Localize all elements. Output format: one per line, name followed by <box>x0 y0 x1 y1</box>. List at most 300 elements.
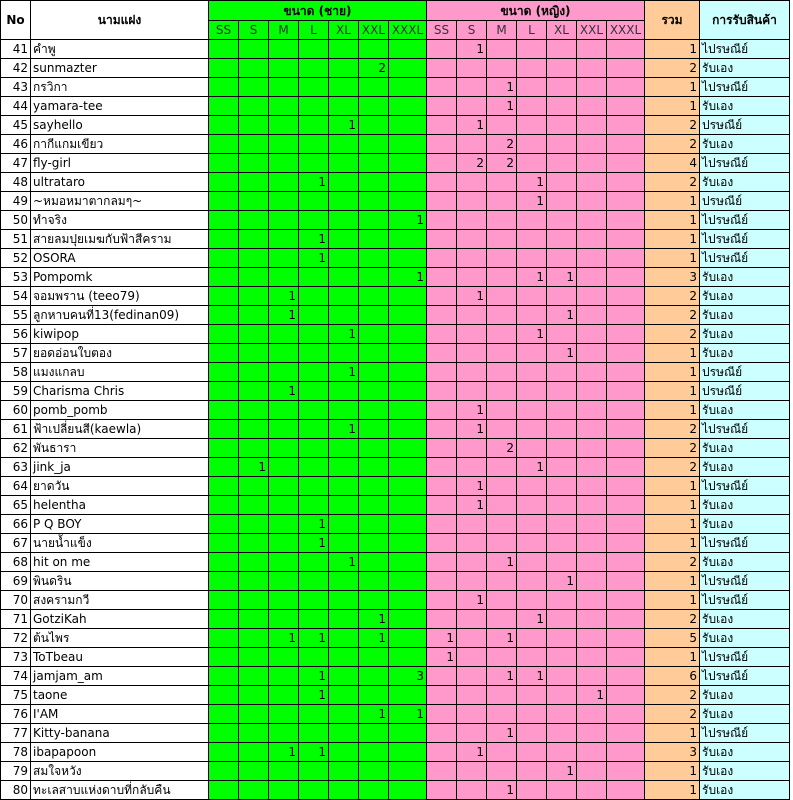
female-qty-xxl[interactable] <box>577 439 607 458</box>
male-qty-s[interactable] <box>239 515 269 534</box>
male-qty-l[interactable]: 1 <box>299 173 329 192</box>
female-qty-xxxl[interactable] <box>607 78 645 97</box>
male-qty-l[interactable]: 1 <box>299 667 329 686</box>
female-qty-m[interactable] <box>487 249 517 268</box>
alias-cell[interactable]: ultrataro <box>31 173 209 192</box>
female-qty-s[interactable]: 1 <box>457 287 487 306</box>
female-qty-ss[interactable] <box>427 591 457 610</box>
male-qty-xl[interactable] <box>329 496 359 515</box>
male-qty-l[interactable] <box>299 382 329 401</box>
male-qty-l[interactable] <box>299 401 329 420</box>
female-qty-ss[interactable] <box>427 420 457 439</box>
male-qty-xl[interactable] <box>329 477 359 496</box>
male-qty-l[interactable] <box>299 59 329 78</box>
female-qty-m[interactable] <box>487 515 517 534</box>
male-qty-xxl[interactable] <box>359 116 389 135</box>
female-qty-xl[interactable] <box>547 78 577 97</box>
male-qty-l[interactable] <box>299 591 329 610</box>
male-qty-s[interactable] <box>239 743 269 762</box>
receive-method-cell[interactable]: รับเอง <box>700 325 790 344</box>
alias-cell[interactable]: ~หมอหมาตากลมๆ~ <box>31 192 209 211</box>
male-qty-s[interactable] <box>239 420 269 439</box>
female-qty-xl[interactable] <box>547 629 577 648</box>
female-qty-m[interactable] <box>487 382 517 401</box>
male-qty-xxxl[interactable] <box>389 344 427 363</box>
male-qty-l[interactable]: 1 <box>299 629 329 648</box>
male-qty-s[interactable] <box>239 724 269 743</box>
female-qty-ss[interactable] <box>427 762 457 781</box>
total-cell[interactable]: 1 <box>645 496 700 515</box>
female-qty-xl[interactable] <box>547 477 577 496</box>
male-qty-xl[interactable] <box>329 97 359 116</box>
male-qty-xl[interactable] <box>329 724 359 743</box>
row-number[interactable]: 44 <box>1 97 31 116</box>
male-qty-xl[interactable] <box>329 515 359 534</box>
male-qty-l[interactable] <box>299 78 329 97</box>
male-qty-xxxl[interactable] <box>389 610 427 629</box>
total-cell[interactable]: 1 <box>645 249 700 268</box>
female-qty-m[interactable]: 1 <box>487 78 517 97</box>
female-qty-l[interactable] <box>517 230 547 249</box>
male-qty-xxxl[interactable] <box>389 287 427 306</box>
male-qty-m[interactable] <box>269 420 299 439</box>
male-qty-l[interactable] <box>299 610 329 629</box>
female-qty-xxl[interactable] <box>577 762 607 781</box>
row-number[interactable]: 71 <box>1 610 31 629</box>
row-number[interactable]: 62 <box>1 439 31 458</box>
female-qty-xxxl[interactable] <box>607 743 645 762</box>
male-qty-xl[interactable] <box>329 268 359 287</box>
male-qty-ss[interactable] <box>209 154 239 173</box>
female-qty-xxl[interactable] <box>577 211 607 230</box>
alias-cell[interactable]: พันธารา <box>31 439 209 458</box>
female-qty-ss[interactable] <box>427 135 457 154</box>
male-qty-xxxl[interactable] <box>389 724 427 743</box>
female-qty-xxl[interactable] <box>577 59 607 78</box>
female-qty-l[interactable] <box>517 363 547 382</box>
female-qty-ss[interactable] <box>427 724 457 743</box>
female-qty-xxxl[interactable] <box>607 344 645 363</box>
female-qty-s[interactable]: 2 <box>457 154 487 173</box>
male-qty-ss[interactable] <box>209 401 239 420</box>
male-qty-xxxl[interactable] <box>389 572 427 591</box>
female-qty-xl[interactable] <box>547 401 577 420</box>
male-qty-xxl[interactable] <box>359 249 389 268</box>
alias-cell[interactable]: I'AM <box>31 705 209 724</box>
male-qty-s[interactable] <box>239 97 269 116</box>
male-qty-s[interactable] <box>239 287 269 306</box>
female-qty-s[interactable] <box>457 192 487 211</box>
male-qty-l[interactable] <box>299 325 329 344</box>
female-qty-xxl[interactable] <box>577 287 607 306</box>
male-qty-xl[interactable] <box>329 458 359 477</box>
male-qty-m[interactable] <box>269 249 299 268</box>
row-number[interactable]: 61 <box>1 420 31 439</box>
male-qty-ss[interactable] <box>209 439 239 458</box>
male-qty-m[interactable] <box>269 572 299 591</box>
female-qty-xxl[interactable] <box>577 420 607 439</box>
male-qty-m[interactable] <box>269 553 299 572</box>
female-qty-xl[interactable] <box>547 591 577 610</box>
female-qty-m[interactable] <box>487 743 517 762</box>
male-qty-m[interactable] <box>269 192 299 211</box>
male-qty-xxxl[interactable] <box>389 135 427 154</box>
female-qty-m[interactable] <box>487 192 517 211</box>
alias-cell[interactable]: ฟ้าเปลี่ยนสี(kaewla) <box>31 420 209 439</box>
male-qty-xl[interactable] <box>329 135 359 154</box>
male-qty-ss[interactable] <box>209 211 239 230</box>
female-qty-ss[interactable] <box>427 363 457 382</box>
row-number[interactable]: 64 <box>1 477 31 496</box>
female-qty-xxxl[interactable] <box>607 629 645 648</box>
female-qty-xxxl[interactable] <box>607 496 645 515</box>
female-qty-ss[interactable] <box>427 40 457 59</box>
receive-method-cell[interactable]: ไปรษณีย์ <box>700 477 790 496</box>
female-qty-s[interactable]: 1 <box>457 743 487 762</box>
receive-method-cell[interactable]: ไปรษณีย์ <box>700 591 790 610</box>
female-qty-l[interactable] <box>517 477 547 496</box>
alias-cell[interactable]: P Q BOY <box>31 515 209 534</box>
female-qty-ss[interactable] <box>427 534 457 553</box>
female-qty-m[interactable] <box>487 458 517 477</box>
female-qty-l[interactable] <box>517 116 547 135</box>
female-qty-xxxl[interactable] <box>607 268 645 287</box>
female-qty-xxl[interactable] <box>577 477 607 496</box>
male-qty-xxxl[interactable] <box>389 116 427 135</box>
female-qty-xxl[interactable] <box>577 515 607 534</box>
female-qty-m[interactable]: 2 <box>487 154 517 173</box>
female-qty-xxxl[interactable] <box>607 135 645 154</box>
male-qty-xl[interactable] <box>329 230 359 249</box>
male-qty-l[interactable] <box>299 97 329 116</box>
male-qty-m[interactable] <box>269 496 299 515</box>
female-qty-l[interactable]: 1 <box>517 192 547 211</box>
male-qty-xxl[interactable] <box>359 439 389 458</box>
male-qty-l[interactable] <box>299 439 329 458</box>
male-qty-l[interactable] <box>299 458 329 477</box>
female-qty-l[interactable] <box>517 154 547 173</box>
male-qty-m[interactable] <box>269 515 299 534</box>
male-qty-s[interactable] <box>239 629 269 648</box>
alias-cell[interactable]: sayhello <box>31 116 209 135</box>
female-qty-xl[interactable]: 1 <box>547 344 577 363</box>
male-qty-xxxl[interactable] <box>389 743 427 762</box>
female-qty-s[interactable] <box>457 458 487 477</box>
receive-method-cell[interactable]: รับเอง <box>700 401 790 420</box>
female-qty-m[interactable] <box>487 363 517 382</box>
female-qty-l[interactable] <box>517 40 547 59</box>
row-number[interactable]: 59 <box>1 382 31 401</box>
female-qty-l[interactable] <box>517 496 547 515</box>
female-qty-xl[interactable] <box>547 743 577 762</box>
male-qty-xxl[interactable] <box>359 458 389 477</box>
alias-cell[interactable]: jamjam_am <box>31 667 209 686</box>
female-qty-s[interactable] <box>457 78 487 97</box>
female-qty-xxxl[interactable] <box>607 534 645 553</box>
male-qty-m[interactable] <box>269 211 299 230</box>
row-number[interactable]: 80 <box>1 781 31 800</box>
total-cell[interactable]: 2 <box>645 325 700 344</box>
total-cell[interactable]: 2 <box>645 287 700 306</box>
male-qty-l[interactable] <box>299 192 329 211</box>
male-qty-ss[interactable] <box>209 705 239 724</box>
row-number[interactable]: 41 <box>1 40 31 59</box>
male-qty-m[interactable] <box>269 591 299 610</box>
female-qty-m[interactable]: 1 <box>487 724 517 743</box>
total-cell[interactable]: 1 <box>645 762 700 781</box>
alias-cell[interactable]: พินดริน <box>31 572 209 591</box>
total-cell[interactable]: 6 <box>645 667 700 686</box>
male-qty-xl[interactable] <box>329 382 359 401</box>
receive-method-cell[interactable]: รับเอง <box>700 496 790 515</box>
alias-cell[interactable]: hit on me <box>31 553 209 572</box>
female-qty-s[interactable] <box>457 344 487 363</box>
male-qty-ss[interactable] <box>209 344 239 363</box>
row-number[interactable]: 73 <box>1 648 31 667</box>
alias-cell[interactable]: ยาดวัน <box>31 477 209 496</box>
female-qty-s[interactable]: 1 <box>457 477 487 496</box>
male-qty-ss[interactable] <box>209 477 239 496</box>
female-qty-xxxl[interactable] <box>607 439 645 458</box>
female-qty-s[interactable]: 1 <box>457 496 487 515</box>
male-qty-m[interactable] <box>269 363 299 382</box>
female-qty-ss[interactable] <box>427 116 457 135</box>
female-qty-s[interactable] <box>457 382 487 401</box>
male-qty-l[interactable]: 1 <box>299 534 329 553</box>
male-qty-m[interactable] <box>269 135 299 154</box>
female-qty-s[interactable] <box>457 515 487 534</box>
row-number[interactable]: 51 <box>1 230 31 249</box>
receive-method-cell[interactable]: รับเอง <box>700 306 790 325</box>
female-qty-ss[interactable] <box>427 230 457 249</box>
male-qty-xl[interactable] <box>329 78 359 97</box>
male-qty-xxxl[interactable] <box>389 496 427 515</box>
male-qty-s[interactable] <box>239 363 269 382</box>
receive-method-cell[interactable]: รับเอง <box>700 553 790 572</box>
male-qty-s[interactable] <box>239 192 269 211</box>
female-qty-l[interactable] <box>517 648 547 667</box>
alias-cell[interactable]: pomb_pomb <box>31 401 209 420</box>
female-qty-ss[interactable] <box>427 667 457 686</box>
row-number[interactable]: 72 <box>1 629 31 648</box>
male-qty-ss[interactable] <box>209 591 239 610</box>
male-qty-l[interactable] <box>299 496 329 515</box>
female-qty-m[interactable] <box>487 40 517 59</box>
female-qty-m[interactable] <box>487 496 517 515</box>
male-qty-xl[interactable] <box>329 743 359 762</box>
female-qty-s[interactable] <box>457 553 487 572</box>
male-qty-s[interactable] <box>239 116 269 135</box>
male-qty-l[interactable]: 1 <box>299 686 329 705</box>
female-qty-l[interactable] <box>517 59 547 78</box>
male-qty-s[interactable] <box>239 686 269 705</box>
male-qty-xxl[interactable] <box>359 173 389 192</box>
receive-method-cell[interactable]: ไปรษณีย์ <box>700 154 790 173</box>
female-qty-xl[interactable] <box>547 496 577 515</box>
female-qty-s[interactable] <box>457 135 487 154</box>
receive-method-cell[interactable]: ไปรษณีย์ <box>700 648 790 667</box>
female-qty-l[interactable] <box>517 629 547 648</box>
total-cell[interactable]: 1 <box>645 401 700 420</box>
row-number[interactable]: 74 <box>1 667 31 686</box>
female-qty-xl[interactable] <box>547 382 577 401</box>
male-qty-m[interactable] <box>269 344 299 363</box>
female-qty-xxxl[interactable] <box>607 648 645 667</box>
female-qty-l[interactable] <box>517 344 547 363</box>
female-qty-xxl[interactable] <box>577 724 607 743</box>
male-qty-m[interactable] <box>269 724 299 743</box>
alias-cell[interactable]: sunmazter <box>31 59 209 78</box>
female-qty-xxl[interactable] <box>577 135 607 154</box>
male-qty-xl[interactable] <box>329 249 359 268</box>
female-qty-ss[interactable] <box>427 268 457 287</box>
male-qty-l[interactable] <box>299 40 329 59</box>
male-qty-xxl[interactable] <box>359 230 389 249</box>
receive-method-cell[interactable]: รับเอง <box>700 705 790 724</box>
male-qty-xxxl[interactable] <box>389 515 427 534</box>
female-qty-s[interactable]: 1 <box>457 40 487 59</box>
female-qty-xxxl[interactable] <box>607 762 645 781</box>
row-number[interactable]: 68 <box>1 553 31 572</box>
female-qty-ss[interactable] <box>427 572 457 591</box>
male-qty-l[interactable]: 1 <box>299 230 329 249</box>
alias-cell[interactable]: จอมพราน (teeo79) <box>31 287 209 306</box>
female-qty-xl[interactable] <box>547 363 577 382</box>
male-qty-m[interactable] <box>269 154 299 173</box>
receive-method-cell[interactable]: ปรษณีย์ <box>700 192 790 211</box>
male-qty-xxl[interactable] <box>359 382 389 401</box>
receive-method-cell[interactable]: ไปรษณีย์ <box>700 667 790 686</box>
male-qty-xxxl[interactable] <box>389 553 427 572</box>
total-cell[interactable]: 1 <box>645 211 700 230</box>
male-qty-m[interactable] <box>269 40 299 59</box>
row-number[interactable]: 70 <box>1 591 31 610</box>
total-cell[interactable]: 1 <box>645 648 700 667</box>
male-qty-xxxl[interactable]: 1 <box>389 268 427 287</box>
receive-method-cell[interactable]: รับเอง <box>700 97 790 116</box>
alias-cell[interactable]: คำพู <box>31 40 209 59</box>
male-qty-l[interactable] <box>299 553 329 572</box>
female-qty-m[interactable]: 2 <box>487 439 517 458</box>
female-qty-m[interactable] <box>487 211 517 230</box>
female-qty-xl[interactable]: 1 <box>547 572 577 591</box>
male-qty-xxxl[interactable] <box>389 591 427 610</box>
male-qty-ss[interactable] <box>209 534 239 553</box>
female-qty-xxl[interactable] <box>577 230 607 249</box>
female-qty-xl[interactable] <box>547 40 577 59</box>
male-qty-l[interactable] <box>299 287 329 306</box>
alias-cell[interactable]: ToTbeau <box>31 648 209 667</box>
total-cell[interactable]: 1 <box>645 534 700 553</box>
male-qty-xxxl[interactable] <box>389 458 427 477</box>
receive-method-cell[interactable]: รับเอง <box>700 287 790 306</box>
female-qty-s[interactable] <box>457 686 487 705</box>
female-qty-xxl[interactable] <box>577 591 607 610</box>
female-qty-xxxl[interactable] <box>607 667 645 686</box>
male-qty-ss[interactable] <box>209 363 239 382</box>
row-number[interactable]: 77 <box>1 724 31 743</box>
row-number[interactable]: 42 <box>1 59 31 78</box>
male-qty-ss[interactable] <box>209 382 239 401</box>
female-qty-ss[interactable] <box>427 325 457 344</box>
female-qty-m[interactable] <box>487 477 517 496</box>
male-qty-ss[interactable] <box>209 420 239 439</box>
female-qty-l[interactable] <box>517 762 547 781</box>
female-qty-xxl[interactable] <box>577 572 607 591</box>
receive-method-cell[interactable]: รับเอง <box>700 762 790 781</box>
alias-cell[interactable]: กรวิกา <box>31 78 209 97</box>
female-qty-xxxl[interactable] <box>607 515 645 534</box>
female-qty-m[interactable] <box>487 173 517 192</box>
female-qty-l[interactable] <box>517 211 547 230</box>
female-qty-ss[interactable] <box>427 686 457 705</box>
male-qty-s[interactable]: 1 <box>239 458 269 477</box>
receive-method-cell[interactable]: ไปรษณีย์ <box>700 78 790 97</box>
female-qty-xl[interactable] <box>547 249 577 268</box>
row-number[interactable]: 66 <box>1 515 31 534</box>
alias-cell[interactable]: jink_ja <box>31 458 209 477</box>
male-qty-ss[interactable] <box>209 135 239 154</box>
female-qty-xxxl[interactable] <box>607 553 645 572</box>
total-cell[interactable]: 1 <box>645 572 700 591</box>
female-qty-m[interactable] <box>487 287 517 306</box>
female-qty-xxl[interactable] <box>577 306 607 325</box>
female-qty-l[interactable] <box>517 705 547 724</box>
female-qty-xxl[interactable] <box>577 78 607 97</box>
female-qty-xxl[interactable] <box>577 667 607 686</box>
receive-method-cell[interactable]: ไปรษณีย์ <box>700 572 790 591</box>
alias-cell[interactable]: Pompomk <box>31 268 209 287</box>
female-qty-xxxl[interactable] <box>607 610 645 629</box>
female-qty-xl[interactable]: 1 <box>547 306 577 325</box>
female-qty-l[interactable] <box>517 743 547 762</box>
alias-cell[interactable]: ibapapoon <box>31 743 209 762</box>
alias-cell[interactable]: helentha <box>31 496 209 515</box>
male-qty-xxxl[interactable] <box>389 306 427 325</box>
receive-method-cell[interactable]: รับเอง <box>700 135 790 154</box>
female-qty-l[interactable] <box>517 591 547 610</box>
male-qty-m[interactable]: 1 <box>269 629 299 648</box>
female-qty-l[interactable]: 1 <box>517 325 547 344</box>
female-qty-ss[interactable] <box>427 382 457 401</box>
receive-method-cell[interactable]: รับเอง <box>700 686 790 705</box>
female-qty-xxl[interactable] <box>577 648 607 667</box>
alias-cell[interactable]: Kitty-banana <box>31 724 209 743</box>
female-qty-xxxl[interactable] <box>607 572 645 591</box>
female-qty-xxxl[interactable] <box>607 97 645 116</box>
male-qty-m[interactable] <box>269 686 299 705</box>
female-qty-m[interactable] <box>487 306 517 325</box>
male-qty-l[interactable] <box>299 268 329 287</box>
female-qty-xxxl[interactable] <box>607 401 645 420</box>
female-qty-l[interactable] <box>517 553 547 572</box>
male-qty-xl[interactable] <box>329 667 359 686</box>
male-qty-xl[interactable] <box>329 591 359 610</box>
male-qty-s[interactable] <box>239 762 269 781</box>
row-number[interactable]: 52 <box>1 249 31 268</box>
female-qty-m[interactable] <box>487 230 517 249</box>
alias-cell[interactable]: ยอดอ่อนใบตอง <box>31 344 209 363</box>
female-qty-xl[interactable] <box>547 59 577 78</box>
male-qty-l[interactable] <box>299 420 329 439</box>
female-qty-m[interactable] <box>487 420 517 439</box>
alias-cell[interactable]: สมใจหวัง <box>31 762 209 781</box>
female-qty-l[interactable] <box>517 249 547 268</box>
total-cell[interactable]: 1 <box>645 192 700 211</box>
female-qty-s[interactable] <box>457 59 487 78</box>
alias-cell[interactable]: taone <box>31 686 209 705</box>
alias-cell[interactable]: ทะเลสาบแห่งดาบที่กลับคืน <box>31 781 209 800</box>
